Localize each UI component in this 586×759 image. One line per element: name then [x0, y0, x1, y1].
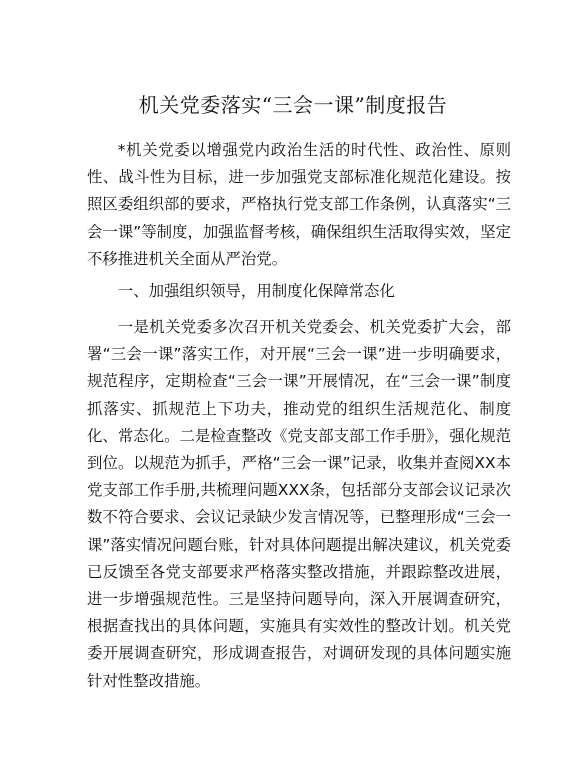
section-body-paragraph: 一是机关党委多次召开机关党委会、机关党委扩大会，部署“三会一课”落实工作，对开展“三会一课”进一步明确要求，规范程序，定期检查“三会一课”开展情况，在“三会一课”制度抓落实、抓规范上下功夫，推动党的组织生活规范化、制度化、常态化。二是检查整改《党支部支部工作手册》，强化规范到位。以规范为抓手，严格“三会一课”记录，收集并查阅XX本党支部工作手册,共梳理问题XXX条，包括部分支部会议记录次数不符合要求、会议记录缺少发言情况等，已整理形成“三会一课”落实情况问题台账，针对具体问题提出解决建议，机关党委已反馈至各党支部要求严格落实整改措施，并跟踪整改进展，进一步增强规范性。三是坚持问题导向，深入开展调查研究，根据查找出的具体问题，实施具有实效性的整改计划。机关党委开展调查研究，形成调查报告，对调研发现的具体问题实施针对性整改措施。: [87, 318, 511, 690]
document-title: 机关党委落实“三会一课”制度报告: [138, 93, 448, 117]
intro-paragraph: *机关党委以增强党内政治生活的时代性、政治性、原则性、战斗性为目标，进一步加强党支部标准化规范化建设。按照区委组织部的要求，严格执行党支部工作条例，认真落实“三会一课”等制度，加强监督考核，确保组织生活取得实效，坚定不移推进机关全面从严治党。: [87, 141, 511, 268]
section-heading: 一、加强组织领导，用制度化保障常态化: [117, 282, 395, 300]
